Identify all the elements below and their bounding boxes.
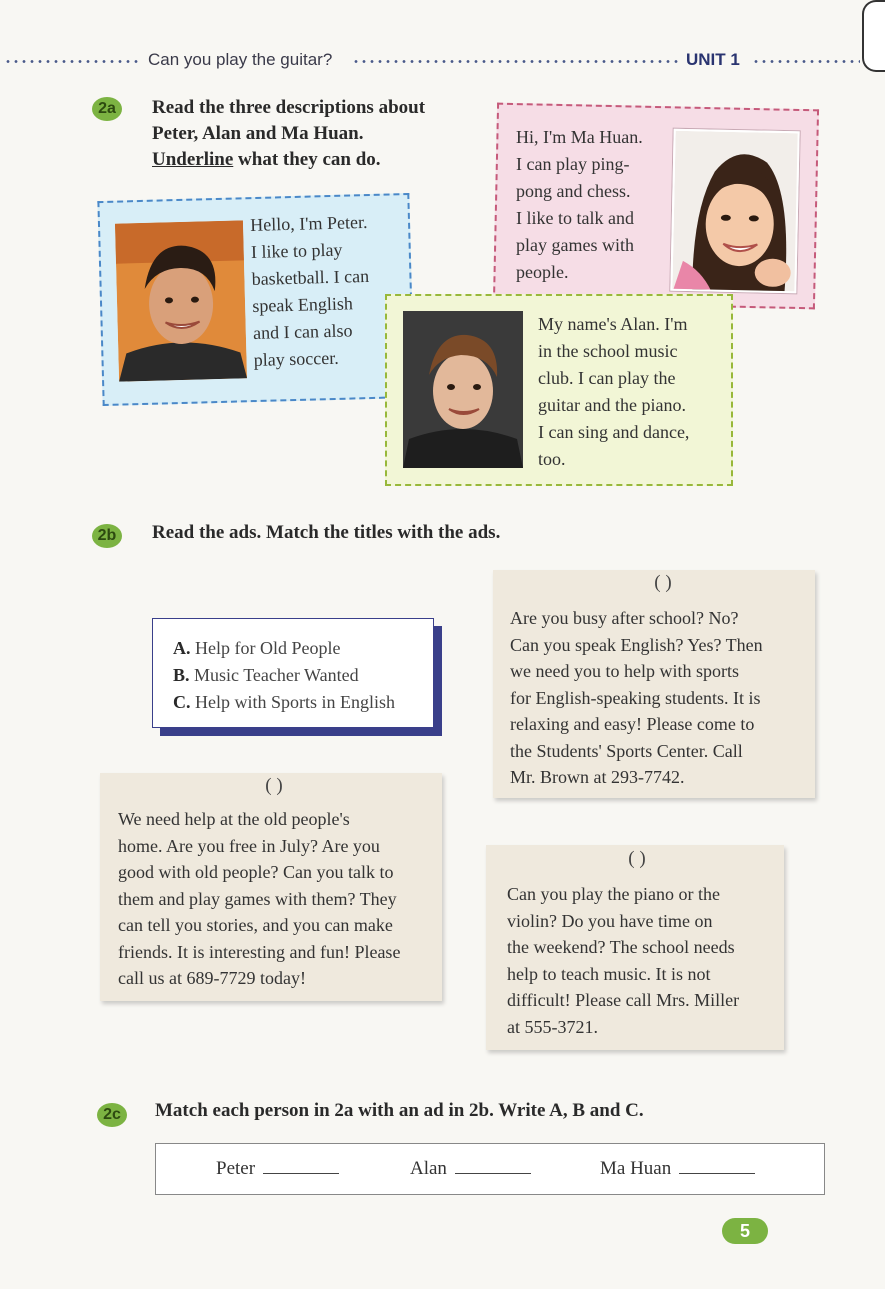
peter-photo	[115, 220, 247, 381]
section-badge-2b: 2b	[92, 524, 122, 548]
unit-label: UNIT 1	[686, 50, 740, 69]
ad-music-answer-blank[interactable]: ( )	[628, 848, 646, 869]
ma-huan-text: Hi, I'm Ma Huan. I can play ping- pong and chess. I like to talk and play games with people.	[516, 127, 643, 282]
ad-sports-text: Are you busy after school? No? Can you speak English? Yes? Then we need you to help with sports for English-speaking students. It is relaxing and easy! Please come to the Students' Sports Center. Call Mr. Brown at 293-7742.	[510, 608, 763, 787]
ad-music-text: Can you play the piano or the violin? Do you have time on the weekend? The school needs help to teach music. It is not difficult! Please call Mrs. Miller at 555-3721.	[507, 884, 740, 1037]
boy-portrait-icon	[115, 220, 247, 381]
instruction-2a-line1: Read the three descriptions about	[152, 97, 426, 118]
page-number: 5	[722, 1218, 768, 1244]
answer-peter-label: Peter	[216, 1158, 256, 1179]
title-b: B. Music Teacher Wanted	[173, 665, 359, 685]
boy-portrait-icon	[403, 311, 523, 468]
section-badge-2c: 2c	[97, 1103, 127, 1127]
answer-box	[155, 1143, 825, 1195]
header-title: Can you play the guitar?	[148, 50, 333, 69]
header-dots-left	[4, 60, 142, 63]
answer-alan	[410, 1158, 531, 1180]
ma-huan-photo	[670, 129, 799, 294]
title-a: A. Help for Old People	[173, 638, 341, 658]
instruction-2a	[152, 95, 492, 173]
instruction-2a-line3	[152, 147, 492, 173]
ad-old-people-answer-blank[interactable]: ( )	[265, 775, 283, 796]
alan-photo	[403, 311, 523, 468]
peter-text: Hello, I'm Peter. I like to play basketball. I can speak English and I can also play soccer.	[249, 211, 370, 370]
girl-portrait-icon	[672, 131, 799, 294]
page-header	[0, 48, 885, 74]
section-badge-2a: 2a	[92, 97, 122, 121]
answer-ma-huan	[600, 1158, 755, 1180]
answer-ma-huan-blank[interactable]	[679, 1160, 755, 1174]
answer-peter-blank[interactable]	[263, 1160, 339, 1174]
ad-old-people-text: We need help at the old people's home. Are you free in July? Are you good with old people? Can you talk to them and play games with them? They can tell you stories, and you can make friends. It is interesting and fun! Please call us at 689-7729 today!	[118, 809, 401, 988]
instruction-2b: Read the ads. Match the titles with the ads.	[152, 522, 501, 543]
alan-text: My name's Alan. I'm in the school music club. I can play the guitar and the piano. I can sing and dance, too.	[538, 314, 690, 469]
instruction-2a-line2: Peter, Alan and Ma Huan.	[152, 123, 364, 144]
titles-box	[152, 618, 434, 728]
answer-alan-label: Alan	[410, 1158, 447, 1179]
answer-alan-blank[interactable]	[455, 1160, 531, 1174]
instruction-2a-rest: what they can do.	[233, 149, 381, 170]
header-dots-right	[752, 60, 860, 63]
instruction-2c: Match each person in 2a with an ad in 2b. Write A, B and C.	[155, 1100, 644, 1121]
title-c: C. Help with Sports in English	[173, 692, 396, 712]
page-tab	[862, 0, 885, 72]
answer-ma-huan-label: Ma Huan	[600, 1158, 672, 1179]
answer-peter	[216, 1158, 339, 1180]
header-dots-middle	[352, 60, 680, 63]
underline-word: Underline	[152, 149, 234, 170]
ad-sports-answer-blank[interactable]: ( )	[654, 572, 672, 593]
